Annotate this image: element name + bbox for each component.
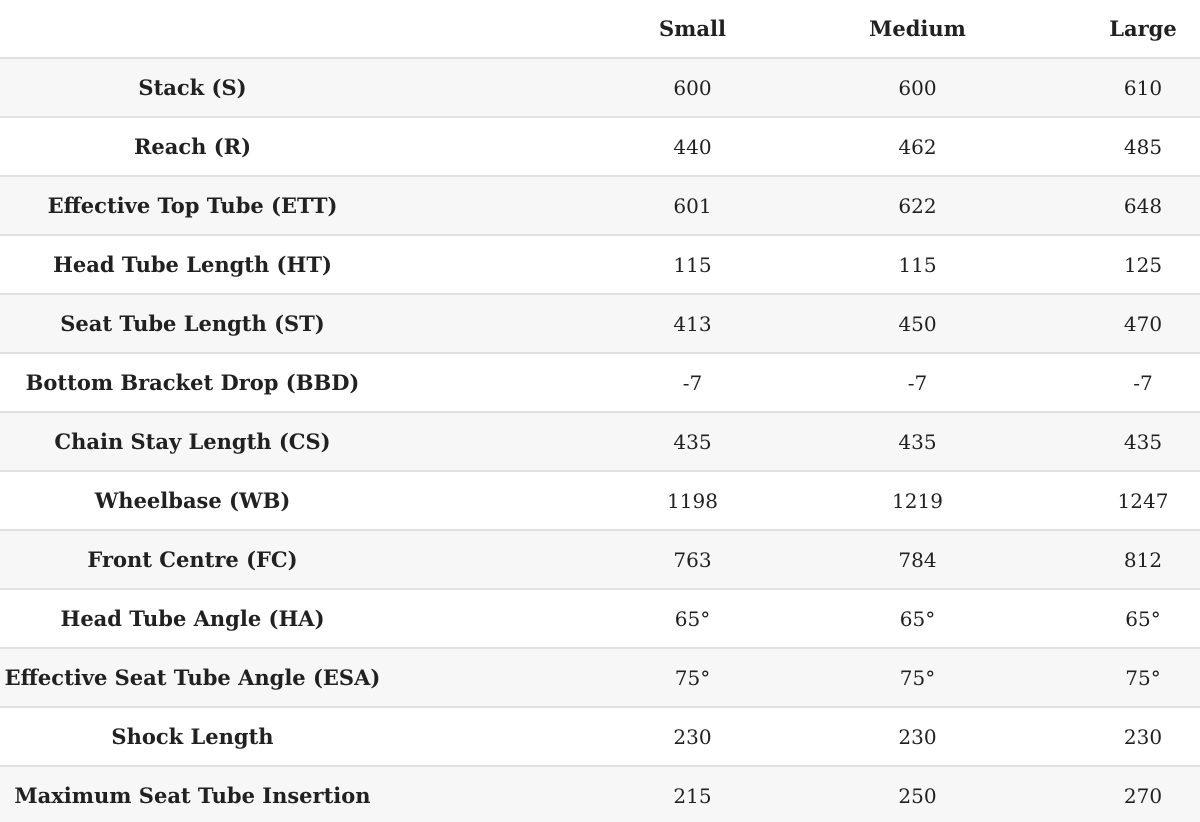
- table-row-chain-stay-length-cs: [0, 412, 1200, 471]
- value-cell: 648: [1030, 176, 1200, 235]
- value-cell: 622: [805, 176, 1030, 235]
- value-cell: 610: [1030, 58, 1200, 117]
- value-cell: 250: [805, 766, 1030, 822]
- table-row-effective-seat-tube-angle-esa: [0, 648, 1200, 707]
- value-cell: 485: [1030, 117, 1200, 176]
- value-cell: 812: [1030, 530, 1200, 589]
- value-cell: 230: [1030, 707, 1200, 766]
- table-row-head-tube-length-ht: [0, 235, 1200, 294]
- value-cell: 125: [1030, 235, 1200, 294]
- row-label: Head Tube Length (HT): [0, 235, 580, 294]
- value-cell: 65°: [1030, 589, 1200, 648]
- value-cell: -7: [580, 353, 805, 412]
- table-row-shock-length: [0, 707, 1200, 766]
- value-cell: -7: [805, 353, 1030, 412]
- value-cell: 462: [805, 117, 1030, 176]
- value-cell: 435: [1030, 412, 1200, 471]
- value-cell: 65°: [805, 589, 1030, 648]
- table-row-reach-r: [0, 117, 1200, 176]
- value-cell: 270: [1030, 766, 1200, 822]
- row-label: Stack (S): [0, 58, 580, 117]
- value-cell: 75°: [805, 648, 1030, 707]
- table-row-front-centre-fc: [0, 530, 1200, 589]
- value-cell: 440: [580, 117, 805, 176]
- table-row-bottom-bracket-drop-bbd: [0, 353, 1200, 412]
- row-label: Front Centre (FC): [0, 530, 580, 589]
- value-cell: 450: [805, 294, 1030, 353]
- row-label: Chain Stay Length (CS): [0, 412, 580, 471]
- table-row-seat-tube-length-st: [0, 294, 1200, 353]
- value-cell: 435: [580, 412, 805, 471]
- value-cell: 1247: [1030, 471, 1200, 530]
- value-cell: 215: [580, 766, 805, 822]
- row-label: Effective Seat Tube Angle (ESA): [0, 648, 580, 707]
- corner-cell: [0, 0, 580, 58]
- value-cell: 230: [805, 707, 1030, 766]
- row-label: Shock Length: [0, 707, 580, 766]
- value-cell: 75°: [1030, 648, 1200, 707]
- value-cell: 435: [805, 412, 1030, 471]
- header-row: [0, 0, 1200, 58]
- value-cell: 75°: [580, 648, 805, 707]
- value-cell: 600: [805, 58, 1030, 117]
- column-header-small: Small: [580, 0, 805, 58]
- table-row-maximum-seat-tube-insertion: [0, 766, 1200, 822]
- value-cell: 470: [1030, 294, 1200, 353]
- table-row-wheelbase-wb: [0, 471, 1200, 530]
- table-row-head-tube-angle-ha: [0, 589, 1200, 648]
- column-header-medium: Medium: [805, 0, 1030, 58]
- value-cell: 600: [580, 58, 805, 117]
- value-cell: -7: [1030, 353, 1200, 412]
- value-cell: 1198: [580, 471, 805, 530]
- value-cell: 413: [580, 294, 805, 353]
- value-cell: 65°: [580, 589, 805, 648]
- table-row-stack-s: [0, 58, 1200, 117]
- row-label: Reach (R): [0, 117, 580, 176]
- table-row-effective-top-tube-ett: [0, 176, 1200, 235]
- row-label: Head Tube Angle (HA): [0, 589, 580, 648]
- value-cell: 115: [580, 235, 805, 294]
- value-cell: 1219: [805, 471, 1030, 530]
- row-label: Effective Top Tube (ETT): [0, 176, 580, 235]
- value-cell: 230: [580, 707, 805, 766]
- table-body: [0, 58, 1200, 822]
- row-label: Bottom Bracket Drop (BBD): [0, 353, 580, 412]
- table-header: [0, 0, 1200, 58]
- value-cell: 763: [580, 530, 805, 589]
- row-label: Maximum Seat Tube Insertion: [0, 766, 580, 822]
- row-label: Wheelbase (WB): [0, 471, 580, 530]
- row-label: Seat Tube Length (ST): [0, 294, 580, 353]
- value-cell: 115: [805, 235, 1030, 294]
- value-cell: 601: [580, 176, 805, 235]
- column-header-large: Large: [1030, 0, 1200, 58]
- value-cell: 784: [805, 530, 1030, 589]
